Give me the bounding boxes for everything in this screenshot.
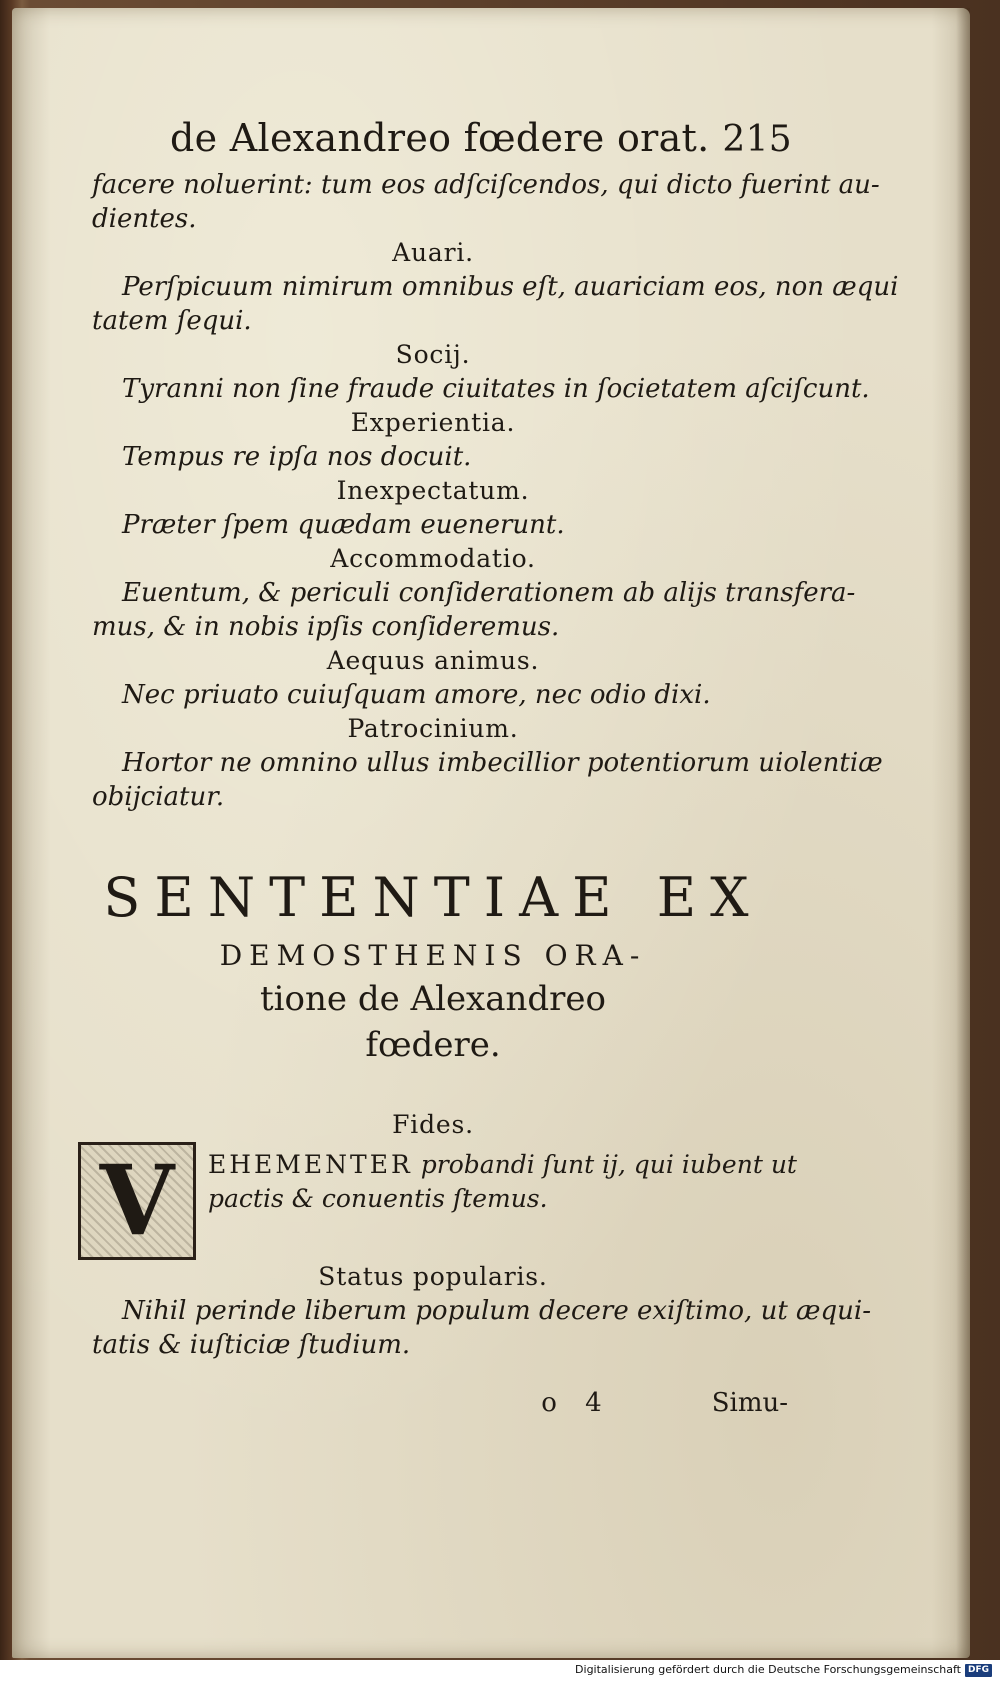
section-heading-line-4: fœdere.	[365, 1025, 501, 1065]
section-heading-line-3: tione de Alexandreo	[259, 979, 607, 1019]
text-line: Tempus re ipſa nos docuit.	[122, 442, 472, 472]
text-block	[78, 116, 899, 1420]
text-line: obijciatur.	[92, 782, 225, 812]
dfg-logo: DFG	[965, 1664, 992, 1677]
initial-paragraph-text	[208, 1142, 797, 1216]
book-page	[12, 8, 970, 1658]
text-line: Præter ſpem quædam euenerunt.	[122, 510, 565, 540]
rubric-heading: Experientia.	[350, 408, 516, 437]
initial-line-1	[208, 1148, 797, 1182]
decorated-initial	[78, 1142, 196, 1260]
rubric-heading: Socij.	[395, 340, 471, 369]
text-line: Tyranni non ſine fraude ciuitates in ſocietatem aſciſcunt.	[122, 374, 870, 404]
text-line: Perſpicuum nimirum omnibus eſt, auariciam eos, non æqui	[122, 272, 899, 302]
initial-paragraph	[78, 1142, 797, 1260]
running-head-title: de Alexandreo fœdere orat.	[170, 116, 710, 160]
rubric-heading: Status popularis.	[318, 1262, 548, 1291]
text-line: Nihil perinde liberum populum decere exiſtimo, ut æqui-	[122, 1296, 871, 1326]
rubric-fides: Fides.	[392, 1110, 474, 1139]
text-lines-top	[78, 168, 899, 814]
text-line: Euentum, & periculi conſiderationem ab alijs transfera-	[122, 578, 856, 608]
text-line: dientes.	[92, 204, 197, 234]
rubric-heading: Auari.	[392, 238, 474, 267]
rubric-heading: Accommodatio.	[330, 544, 536, 573]
section-heading-line-2: DEMOSTHENIS ORA-	[219, 939, 647, 972]
initial-caps-word: EHEMENTER	[208, 1150, 413, 1179]
page-edge-shadow	[956, 8, 970, 1658]
running-head	[170, 116, 792, 162]
initial-line-1-rest: probandi ſunt ij, qui iubent ut	[420, 1150, 797, 1179]
catchline	[78, 1386, 788, 1420]
footer-credit	[575, 1662, 992, 1678]
catchword: Simu-	[711, 1388, 788, 1418]
signature-mark: o 4	[541, 1388, 612, 1418]
text-line: Nec priuato cuiuſquam amore, nec odio dixi.	[122, 680, 711, 710]
rubric-heading: Patrocinium.	[347, 714, 519, 743]
text-lines-bottom	[78, 1260, 871, 1362]
text-line: mus, & in nobis ipſis conſideremus.	[92, 612, 560, 642]
footer-credit-text: Digitalisierung gefördert durch die Deutsche Forschungsgemeinschaft	[575, 1663, 961, 1676]
text-line: facere noluerint: tum eos adſciſcendos, qui dicto fuerint au-	[92, 170, 880, 200]
initial-line-2: pactis & conuentis ſtemus.	[208, 1184, 548, 1213]
folio-number: 215	[722, 119, 792, 160]
decorated-initial-letter: V	[99, 1144, 175, 1257]
text-line: tatem ſequi.	[92, 306, 252, 336]
text-line: tatis & iuſticiæ ſtudium.	[92, 1330, 411, 1360]
rubric-heading: Inexpectatum.	[336, 476, 530, 505]
section-heading-line-1: SENTENTIAE EX	[103, 866, 763, 929]
text-line: Hortor ne omnino ullus imbecillior potentiorum uiolentiæ	[122, 748, 883, 778]
footer-bar	[0, 1660, 1000, 1681]
rubric-heading: Aequus animus.	[326, 646, 540, 675]
